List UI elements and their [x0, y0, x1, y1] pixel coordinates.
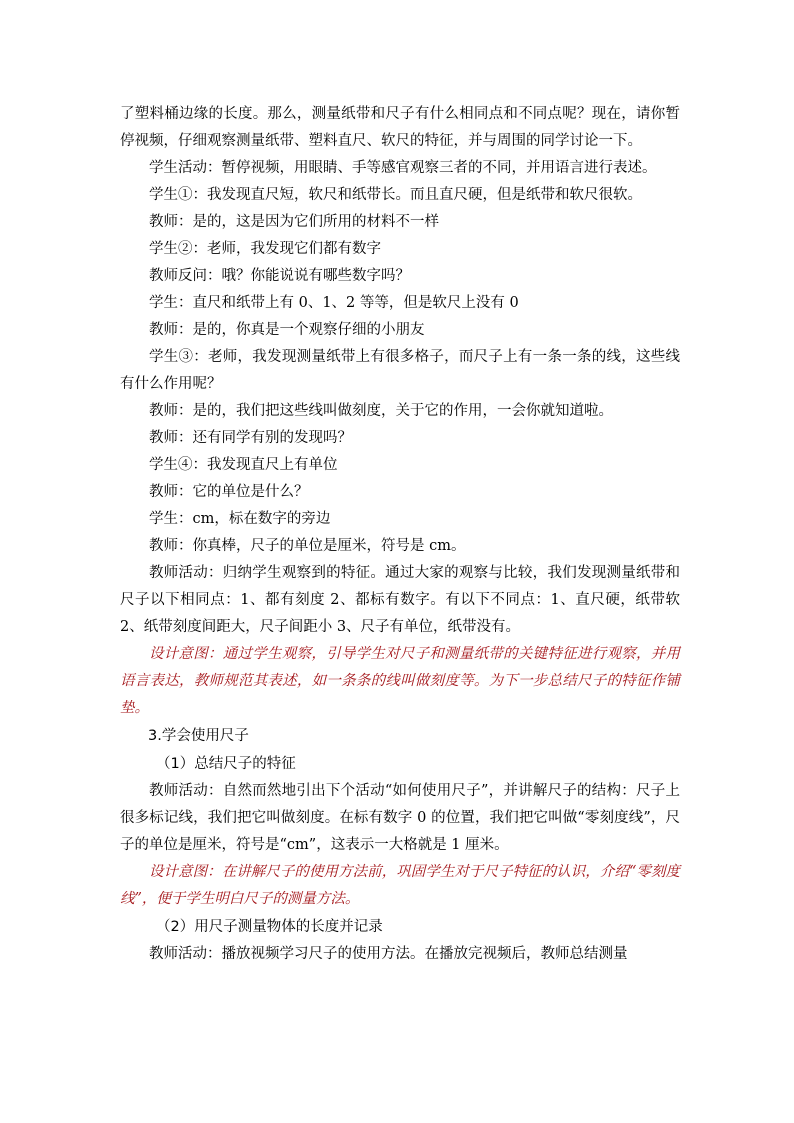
paragraph-design-intent-1: 设计意图：通过学生观察，引导学生对尺子和测量纸带的关键特征进行观察，并用语言表达，教师规范其表述，如一条条的线叫做刻度等。为下一步总结尺子的特征作铺垫。	[120, 646, 680, 716]
paragraph-teacher-video: 教师活动：播放视频学习尺子的使用方法。在播放完视频后，教师总结测量	[149, 946, 628, 962]
paragraph-student-2: 学生②：老师，我发现它们都有数字	[149, 241, 381, 257]
paragraph-student-activity: 学生活动：暂停视频，用眼睛、手等感官观察三者的不同，并用语言进行表述。	[149, 160, 657, 176]
paragraph-teacher-1: 教师：是的，这是因为它们所用的材料不一样	[149, 214, 439, 230]
paragraph-design-intent-2: 设计意图：在讲解尺子的使用方法前，巩固学生对于尺子特征的认识，介绍“零刻度线”，便于学生明白尺子的测量方法。	[120, 864, 680, 907]
paragraph-teacher-5: 教师：它的单位是什么？	[149, 484, 309, 500]
paragraph-student-3: 学生③：老师，我发现测量纸带上有很多格子，而尺子上有一条一条的线，这些线有什么作用呢？	[120, 349, 680, 392]
paragraph-teacher-3: 教师：是的，我们把这些线叫做刻度，关于它的作用，一会你就知道啦。	[149, 403, 613, 419]
document-body	[120, 101, 680, 968]
paragraph-teacher-2: 教师：是的，你真是一个观察仔细的小朋友	[149, 322, 425, 338]
section-heading-3: 3.学会使用尺子	[148, 728, 249, 744]
subsection-heading-1: （1）总结尺子的特征	[156, 756, 296, 772]
paragraph-student-numbers: 学生：直尺和纸带上有 0、1、2 等等，但是软尺上没有 0	[149, 295, 519, 311]
paragraph-student-unit: 学生：cm，标在数字的旁边	[149, 511, 331, 527]
paragraph-1: 了塑料桶边缘的长度。那么，测量纸带和尺子有什么相同点和不同点呢？现在，请你暂停视频，仔细观察测量纸带、塑料直尺、软尺的特征，并与周围的同学讨论一下。	[120, 106, 680, 149]
paragraph-student-4: 学生④：我发现直尺上有单位	[149, 457, 338, 473]
paragraph-teacher-summary: 教师活动：归纳学生观察到的特征。通过大家的观察与比较，我们发现测量纸带和尺子以下相同点：1、都有刻度 2、都标有数字。有以下不同点：1、直尺硬，纸带软 2、纸带刻度间距大，尺子间距小 3、尺子有单位，纸带没有。	[120, 565, 680, 635]
paragraph-student-1: 学生①：我发现直尺短，软尺和纸带长。而且直尺硬，但是纸带和软尺很软。	[149, 187, 642, 203]
paragraph-teacher-6: 教师：你真棒，尺子的单位是厘米，符号是 cm。	[149, 538, 466, 554]
subsection-heading-2: （2）用尺子测量物体的长度并记录	[156, 919, 383, 935]
paragraph-teacher-ruler-structure: 教师活动：自然而然地引出下个活动“如何使用尺子”，并讲解尺子的结构：尺子上很多标记线，我们把它叫做刻度。在标有数字 0 的位置，我们把它叫做“零刻度线”，尺子的单位是厘米，符号是“cm”，这表示一大格就是 1 厘米。	[120, 783, 680, 853]
paragraph-teacher-question: 教师反问：哦？你能说说有哪些数字吗？	[149, 268, 410, 284]
paragraph-teacher-4: 教师：还有同学有别的发现吗？	[149, 430, 352, 446]
